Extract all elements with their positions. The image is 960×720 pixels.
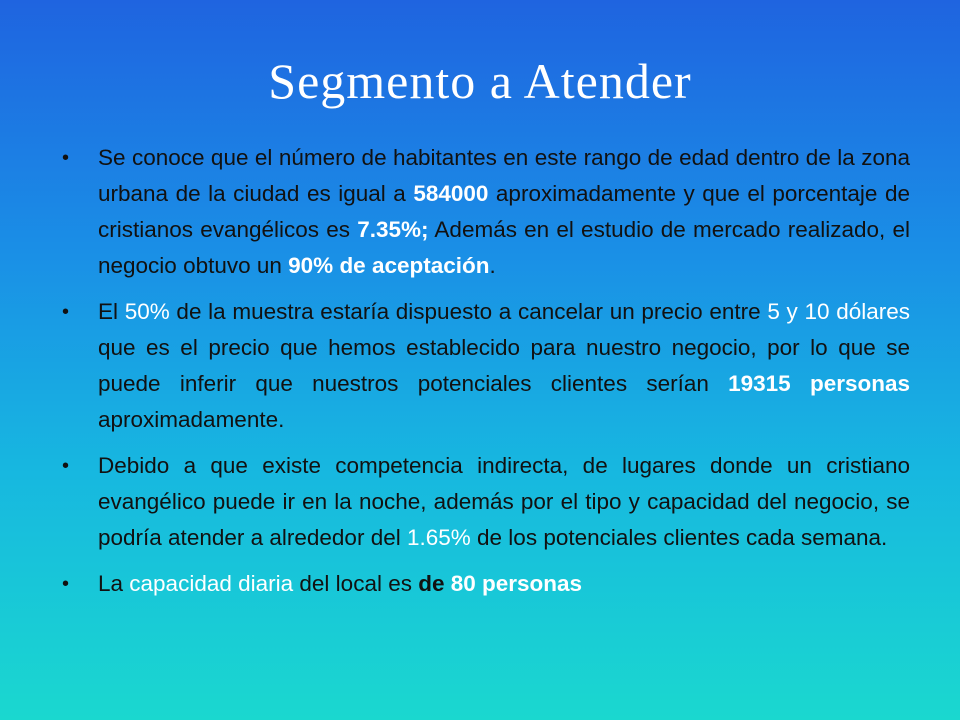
bullet-text: de la muestra estaría dispuesto a cancelar un precio entre	[169, 299, 768, 324]
bullet-icon: •	[62, 301, 70, 323]
bullet-item-competition	[62, 448, 910, 556]
bullet-text: La	[98, 571, 130, 596]
bullet-icon: •	[62, 455, 70, 477]
highlight-weekly-percent: 1.65%	[406, 525, 471, 550]
bullet-text: Además en el estudio de mercado realizado, el negocio obtuvo un	[98, 217, 910, 278]
highlight-daily-capacity: capacidad diaria	[129, 571, 294, 596]
bullet-icon: •	[62, 573, 70, 595]
bullet-item-price	[62, 294, 910, 438]
bullet-list	[62, 140, 910, 612]
bullet-text: Debido a que existe competencia indirecta, de lugares donde un cristiano evangélico puede ir en la noche, además por el tipo y capacidad del negocio, se podría atender a alrededor del	[98, 453, 910, 550]
bullet-text: El	[98, 299, 125, 324]
bullet-icon: •	[62, 147, 70, 169]
slide-title: Segmento a Atender	[268, 53, 692, 109]
bullet-item-capacity	[62, 566, 910, 602]
highlight-sample-percent: 50%	[124, 299, 170, 324]
bullet-text: Se conoce que el número de habitantes en este rango de edad dentro de la zona urbana de la ciudad es igual a	[98, 145, 910, 206]
bullet-text: del local es	[293, 571, 419, 596]
bullet-text: de los potenciales clientes cada semana.	[470, 525, 888, 550]
bullet-text: aproximadamente.	[98, 407, 285, 432]
highlight-population: 584000	[413, 181, 489, 206]
bullet-item-population	[62, 140, 910, 284]
highlight-potential-clients: 19315 personas	[728, 371, 910, 396]
highlight-acceptance: 90% de aceptación	[288, 253, 490, 278]
bold-de: de	[418, 571, 445, 596]
highlight-price-range: 5 y 10 dólares	[767, 299, 910, 324]
bullet-text: aproximadamente y que el porcentaje de cristianos evangélicos es	[98, 181, 910, 242]
highlight-capacity-people: 80 personas	[444, 571, 583, 596]
highlight-percentage: 7.35%;	[357, 217, 429, 242]
bullet-text: que es el precio que hemos establecido para nuestro negocio, por lo que se puede inferir que nuestros potenciales clientes serían	[98, 335, 910, 396]
bullet-text: .	[489, 253, 496, 278]
